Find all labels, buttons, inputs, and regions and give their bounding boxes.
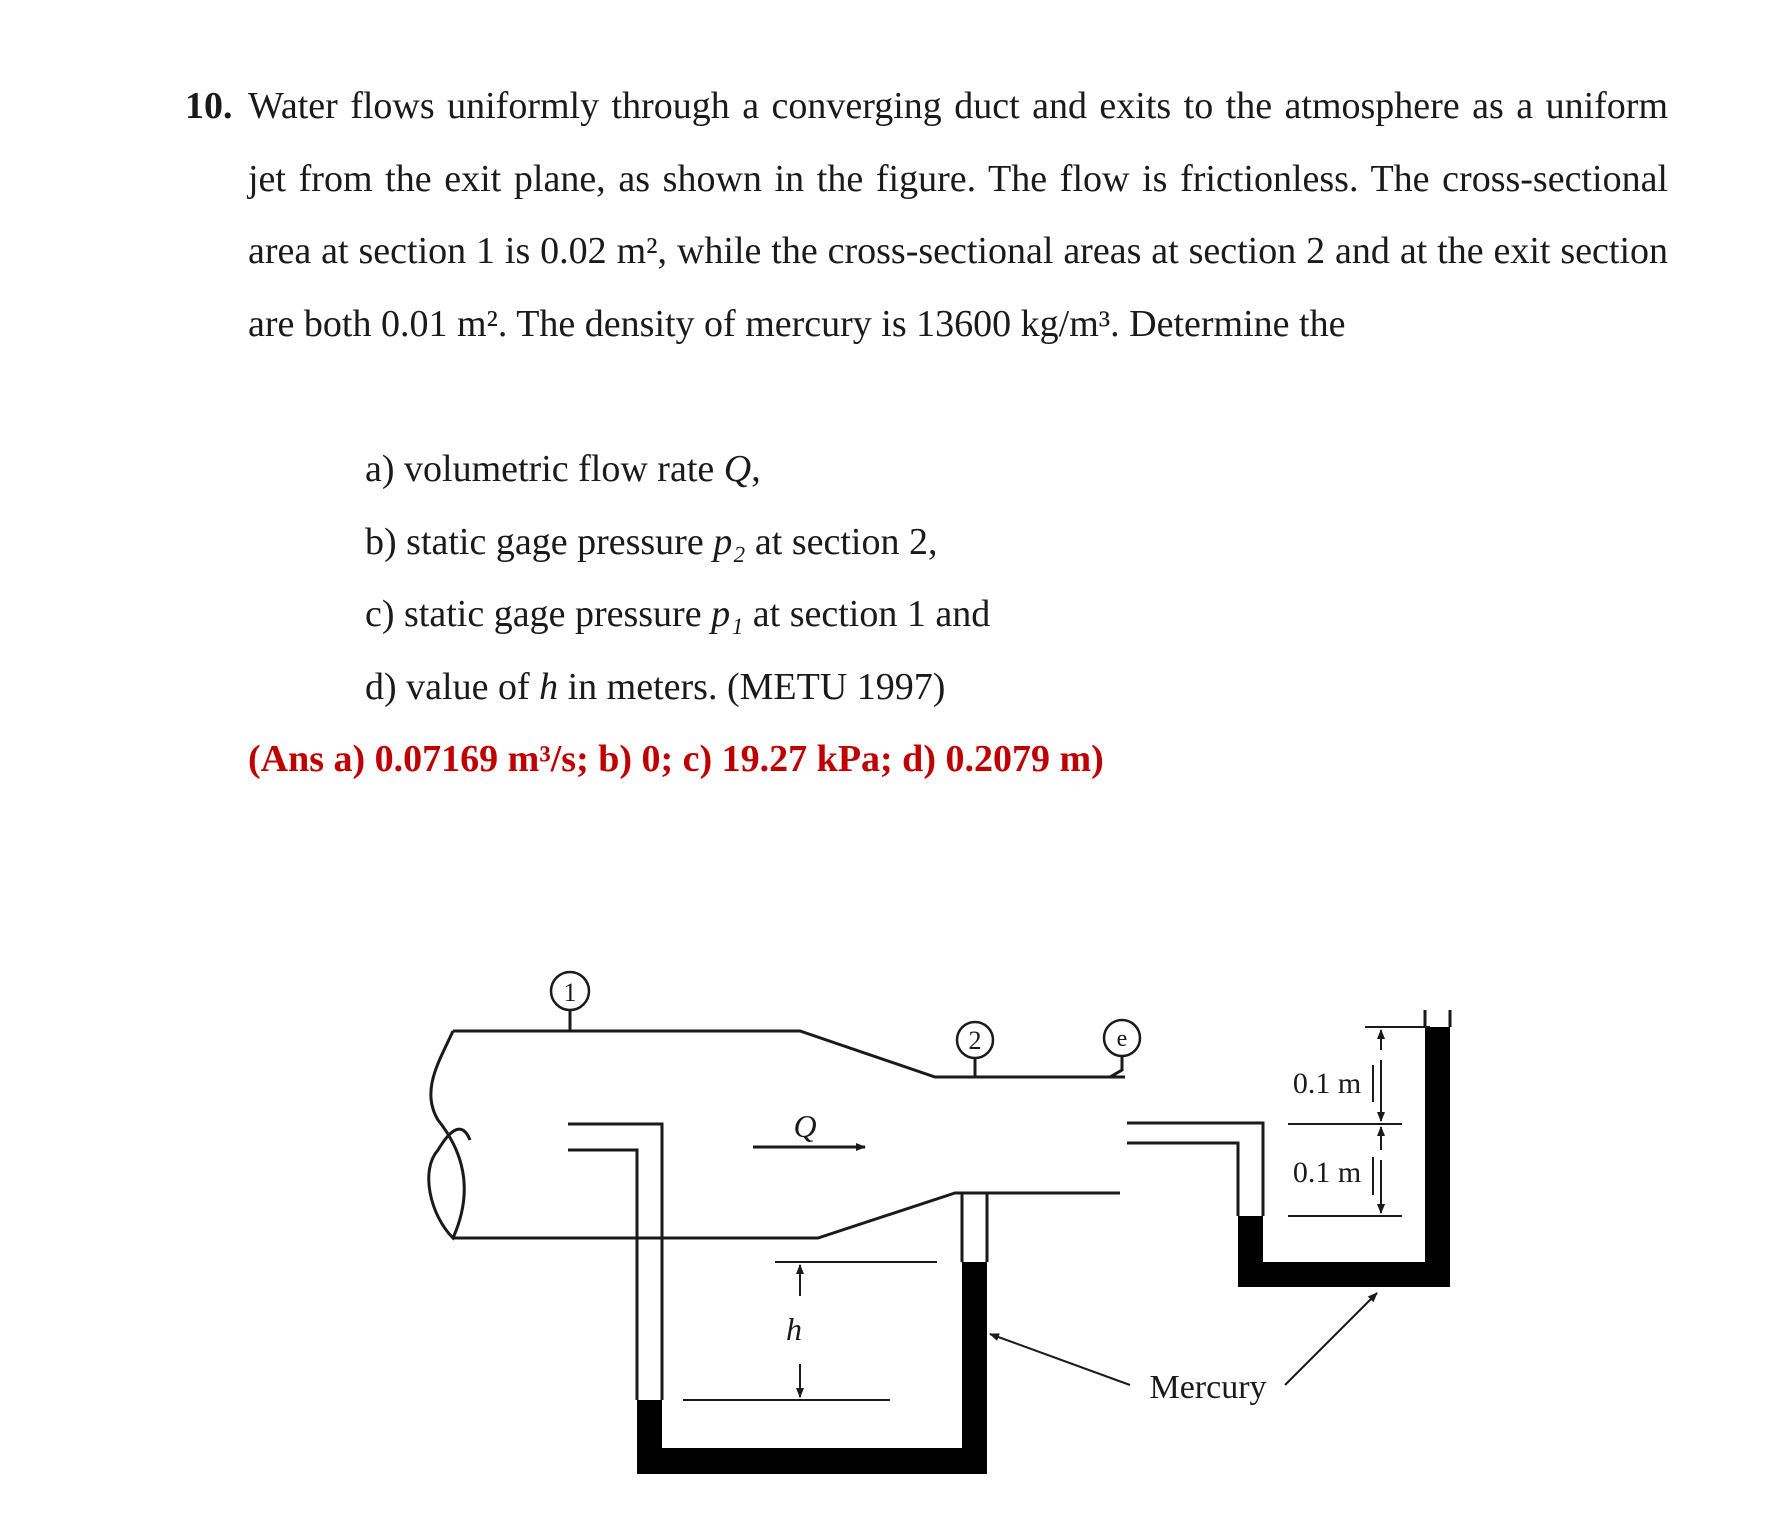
duct-top-wall xyxy=(453,1031,1125,1077)
dim-upper-label: 0.1 m xyxy=(1292,1067,1362,1100)
part-a-suffix: , xyxy=(751,448,761,490)
right-manometer xyxy=(1127,1010,1450,1287)
part-b-symbol: p₂ xyxy=(713,520,746,563)
answer-line: (Ans a) 0.07169 m³/s; b) 0; c) 19.27 kPa; d) 0.2079 m) xyxy=(248,738,1104,780)
level-dimensions xyxy=(1288,1027,1430,1216)
dim-lower-label: 0.1 m xyxy=(1292,1156,1362,1189)
mercury-callout xyxy=(990,1293,1377,1406)
exit-section-marker xyxy=(1104,1020,1140,1077)
height-dimension xyxy=(683,1262,937,1400)
exit-label: e xyxy=(1116,1026,1128,1052)
height-label: h xyxy=(786,1311,802,1347)
part-d-prefix: d) value of xyxy=(365,665,540,708)
duct-break-line xyxy=(429,1031,470,1238)
problem-statement: Water flows uniformly through a converging duct and exits to the atmosphere as a uniform jet from the exit plane, as shown in the figure. The flow is frictionless. The cross-sectional area at section 1 is 0.02 m², while the cross-sectional areas at section 2 and at the exit section are both 0.01 m². The density of mercury is 13600 kg/m³. Determine the xyxy=(248,85,1668,345)
converging-duct xyxy=(429,1031,1125,1238)
left-manometer xyxy=(568,1124,987,1474)
part-a-prefix: a) volumetric flow rate xyxy=(365,448,724,490)
part-b-prefix: b) static gage pressure xyxy=(365,520,714,563)
problem-number: 10. xyxy=(185,85,233,127)
section-2-marker xyxy=(957,1022,993,1077)
left-manometer-mercury-right-leg xyxy=(962,1262,987,1474)
section-1-label: 1 xyxy=(563,978,577,1007)
flow-label: Q xyxy=(793,1108,817,1144)
part-a-symbol: Q xyxy=(723,448,752,490)
left-manometer-mercury-bottom xyxy=(637,1448,987,1474)
duct-bottom-wall xyxy=(453,1193,1120,1238)
right-manometer-mercury-right-leg xyxy=(1425,1027,1450,1287)
flow-arrow xyxy=(753,1108,865,1147)
part-c-prefix: c) static gage pressure xyxy=(365,593,712,635)
part-c-suffix: at section 1 and xyxy=(743,593,991,635)
section-1-marker xyxy=(551,972,589,1031)
section-2-label: 2 xyxy=(968,1026,982,1055)
part-c-symbol: p₁ xyxy=(711,593,744,635)
mercury-label: Mercury xyxy=(1149,1369,1267,1406)
part-d-symbol: h xyxy=(539,665,559,708)
part-b-suffix: at section 2, xyxy=(745,520,938,563)
part-d-suffix: in meters. (METU 1997) xyxy=(558,665,946,708)
right-manometer-mercury-bottom xyxy=(1238,1262,1450,1287)
